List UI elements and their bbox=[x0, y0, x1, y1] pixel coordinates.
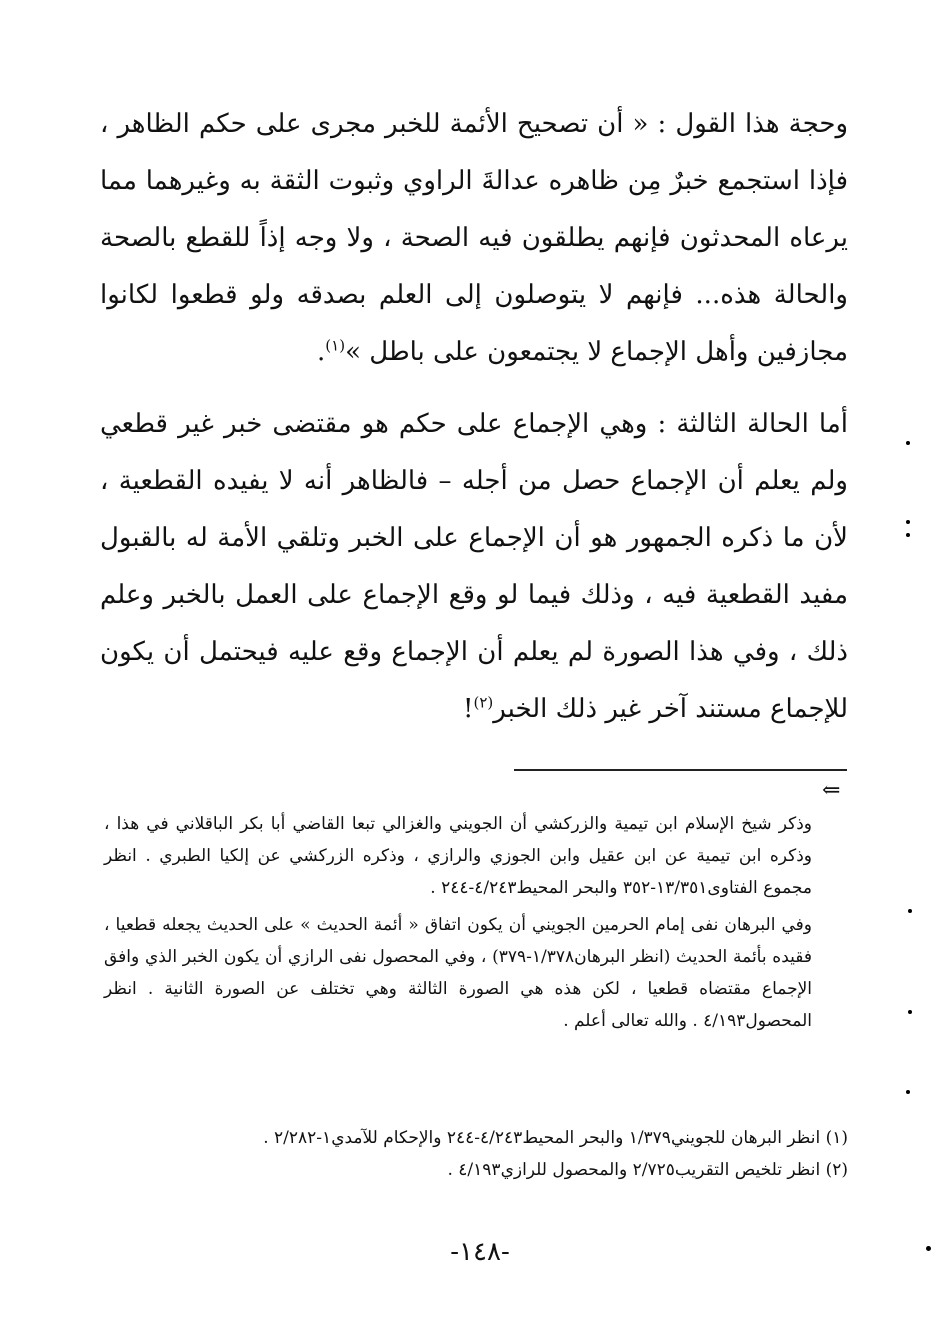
scan-speck bbox=[906, 520, 910, 524]
footnote-separator bbox=[514, 769, 847, 771]
scan-speck bbox=[906, 441, 910, 445]
continued-footnote bbox=[104, 808, 812, 1037]
note-paragraph: وفي البرهان نفى إمام الحرمين الجويني أن يكون اتفاق « أئمة الحديث » على الحديث يجعله قطعيا ، فقيده بأئمة الحديث (انظر البرهان١/٣٧٨-٣٧٩) ، وفي المحصول نفى الرازي أن يكون الخبر الذي وافق الإجماع مقتضاه قطعيا ، لكن هذه هي الصورة الثالثة وهي تختلف عن الصورة الثانية . انظر المحصول٤/١٩٣ . والله تعالى أعلم . bbox=[104, 915, 812, 1031]
paragraph-end: ! bbox=[463, 694, 474, 724]
scan-speck bbox=[908, 1010, 912, 1014]
continuation-arrow-icon: ⇐ bbox=[822, 778, 841, 803]
page-number: -١٤٨- bbox=[450, 1237, 510, 1267]
main-text bbox=[100, 96, 848, 738]
paragraph-end: . bbox=[317, 337, 326, 367]
paragraph-text: وحجة هذا القول : « أن تصحيح الأئمة للخبر مجرى على حكم الظاهر ، فإذا استجمع خبرٌ مِن ظاهره عدالةَ الراوي وثبوت الثقة به وغيرهما مما يرعاه المحدثون فإنهم يطلقون فيه الصحة ، ولا وجه إذاً للقطع بالصحة والحالة هذه... فإنهم لا يتوصلون إلى العلم بصدقه ولو قطعوا لكانوا مجازفين وأهل الإجماع لا يجتمعون على باطل » bbox=[100, 109, 848, 367]
footnote-ref: (٢) bbox=[473, 693, 494, 712]
footnote: (١) انظر البرهان للجويني١/٣٧٩ والبحر المحيط٤/٢٤٣-٢٤٤ والإحكام للآمدي١-٢/٢٨٢ . bbox=[263, 1128, 848, 1148]
note-paragraph: وذكر شيخ الإسلام ابن تيمية والزركشي أن الجويني والغزالي تبعا القاضي أبا بكر الباقلاني في هذا ، وذكره ابن تيمية عن ابن عقيل وابن الجوزي والرازي ، وذكره الزركشي عن إلكيا الطبري . انظر مجموع الفتاوى١٣/٣٥١-٣٥٢ والبحر المحيط٤/٢٤٣-٢٤٤ . bbox=[104, 814, 812, 898]
paragraph bbox=[100, 96, 848, 381]
scan-speck bbox=[908, 909, 912, 913]
paragraph bbox=[100, 396, 848, 738]
footnotes bbox=[104, 1122, 848, 1186]
scan-speck bbox=[926, 1246, 931, 1251]
footnote: (٢) انظر تلخيص التقريب٢/٧٢٥ والمحصول للرازي٤/١٩٣ . bbox=[447, 1160, 848, 1180]
scan-speck bbox=[906, 1090, 910, 1094]
paragraph-text: أما الحالة الثالثة : وهي الإجماع على حكم هو مقتضى خبر غير قطعي ولم يعلم أن الإجماع حصل من أجله – فالظاهر أنه لا يفيده القطعية ، لأن ما ذكره الجمهور هو أن الإجماع على الخبر وتلقي الأمة له بالقبول مفيد القطعية فيه ، وذلك فيما لو وقع الإجماع على العمل بالخبر وعلم ذلك ، وفي هذا الصورة لم يعلم أن الإجماع وقع عليه فيحتمل أن يكون للإجماع مستند آخر غير ذلك الخبر bbox=[100, 409, 848, 724]
footnote-ref: (١) bbox=[325, 336, 346, 355]
scan-speck bbox=[906, 533, 910, 537]
